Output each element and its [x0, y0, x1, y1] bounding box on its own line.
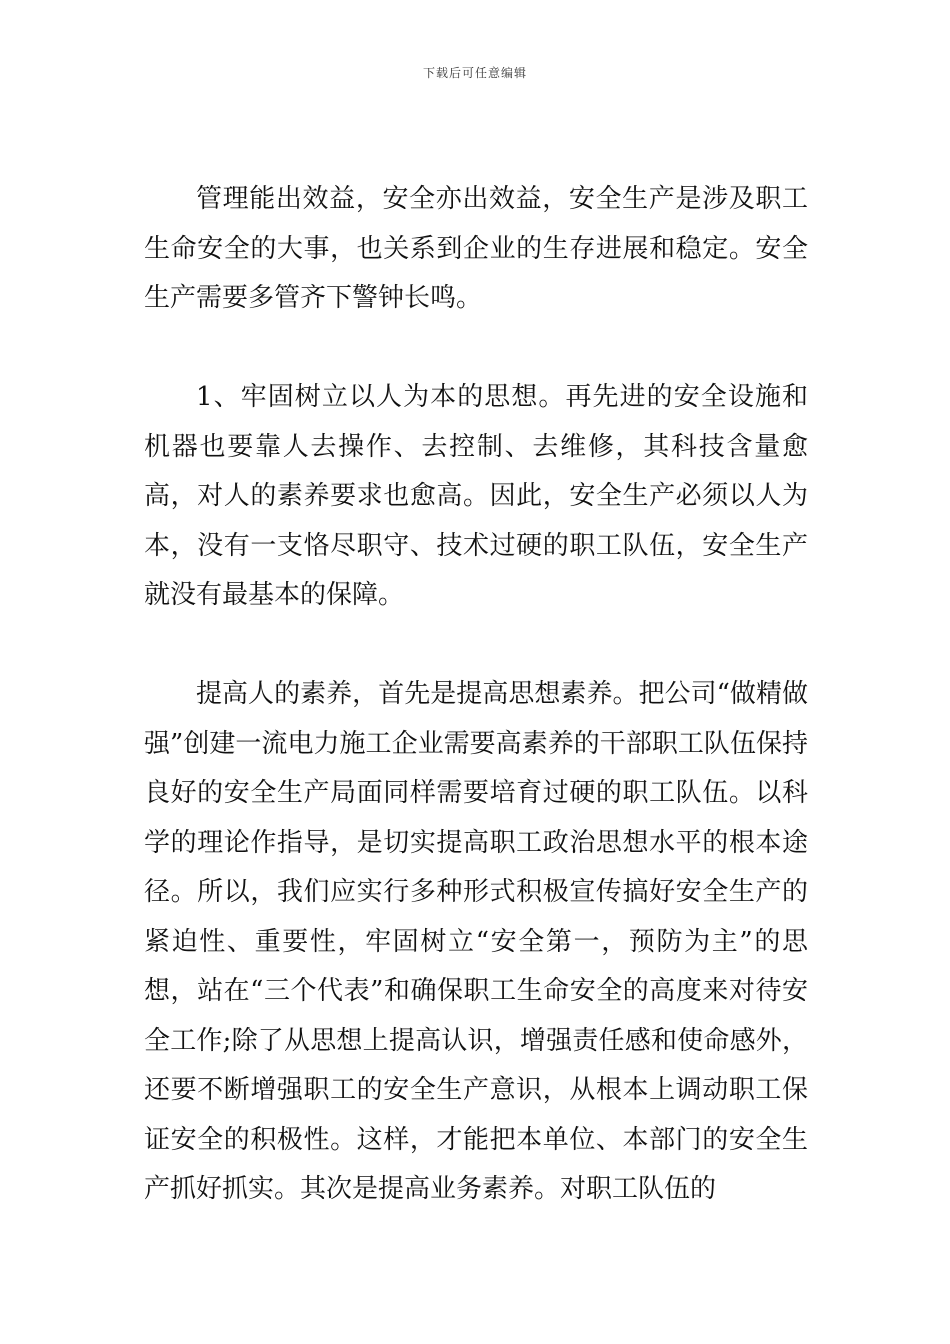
paragraph-intro: 管理能出效益，安全亦出效益，安全生产是涉及职工生命安全的大事，也关系到企业的生存进展和稳定。安全生产需要多管齐下警钟长鸣。: [144, 184, 808, 313]
paragraph-point-1: 1、牢固树立以人为本的思想。再先进的安全设施和机器也要靠人去操作、去控制、去维修，其科技含量愈高，对人的素养要求也愈高。因此，安全生产必须以人为本，没有一支恪尽职守、技术过硬的职工队伍，安全生产就没有最基本的保障。: [144, 382, 808, 610]
header-note: 下载后可任意编辑: [422, 66, 527, 80]
paragraph-quality: 提高人的素养，首先是提高思想素养。把公司“做精做强”创建一流电力施工企业需要高素养的干部职工队伍保持良好的安全生产局面同样需要培育过硬的职工队伍。以科学的理论作指导，是切实提高职工政治思想水平的根本途径。所以，我们应实行多种形式积极宣传搞好安全生产的紧迫性、重要性，牢固树立“安全第一，预防为主”的思想，站在“三个代表”和确保职工生命安全的高度来对待安全工作;除了从思想上提高认识，增强责任感和使命感外，还要不断增强职工的安全生产意识，从根本上调动职工保证安全的积极性。这样，才能把本单位、本部门的安全生产抓好抓实。其次是提高业务素养。对职工队伍的: [144, 679, 808, 1204]
document-body: [144, 175, 808, 1215]
